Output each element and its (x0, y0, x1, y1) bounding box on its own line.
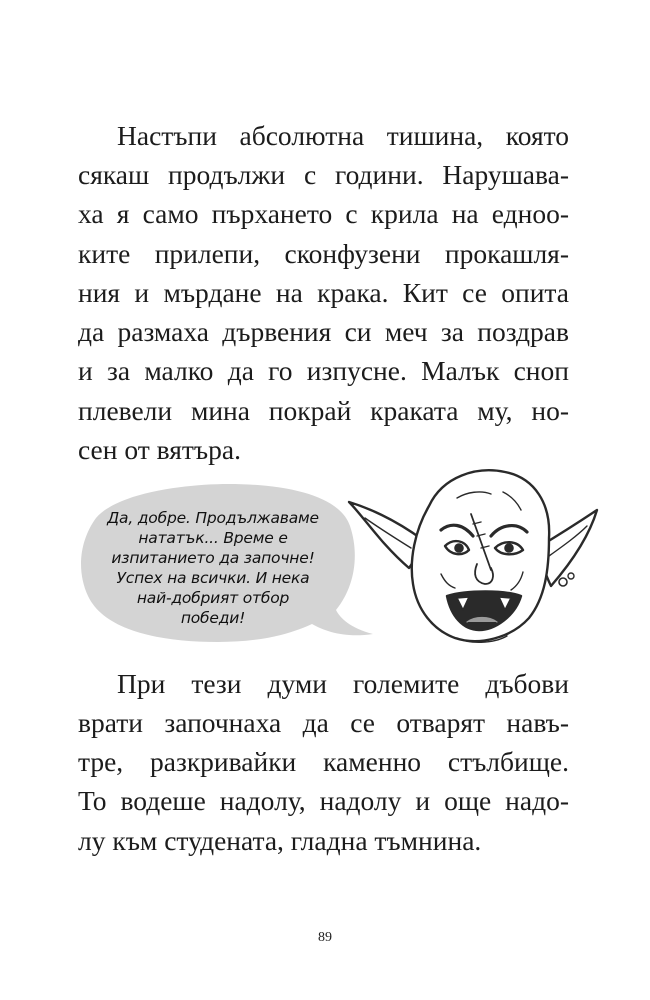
speech-bubble-text (82, 508, 344, 628)
text-line: да размаха дървения си меч за поздрав (78, 316, 569, 347)
text-line: ния и мърдане на крака. Кит се опита (78, 277, 569, 308)
text-line: тре, разкривайки каменно стълбище. (78, 746, 569, 777)
bubble-line: най-добрият отбор (136, 589, 290, 607)
text-line: При тези думи големите дъбови (117, 668, 569, 699)
text-line: и за малко да го изпусне. Малък сноп (78, 355, 569, 386)
text-line: ките прилепи, сконфузени прокашля- (78, 238, 569, 269)
bubble-line: Да, добре. Продължаваме (107, 509, 319, 527)
page-number: 89 (318, 930, 332, 945)
text-line: врати започнаха да се отварят навъ- (78, 707, 569, 738)
text-line: сякаш продължи с години. Нарушава- (78, 159, 569, 190)
text-line: То водеше надолу, надолу и още надо- (78, 785, 569, 816)
text-line: плевели мина покрай краката му, но- (78, 395, 569, 426)
goblin-head-illustration (345, 452, 600, 657)
text-line: лу към студената, гладна тъмнина. (78, 825, 482, 856)
text-line: ха я само пърхането с крила на едноо- (78, 198, 569, 229)
text-line: сен от вятъра. (78, 434, 241, 465)
bubble-line: победи! (180, 609, 246, 627)
bubble-line: Успех на всички. И нека (116, 569, 310, 587)
text-line: Настъпи абсолютна тишина, която (117, 120, 569, 151)
bubble-line: нататък... Време е (138, 529, 288, 547)
bubble-line: изпитанието да започне! (111, 549, 315, 567)
